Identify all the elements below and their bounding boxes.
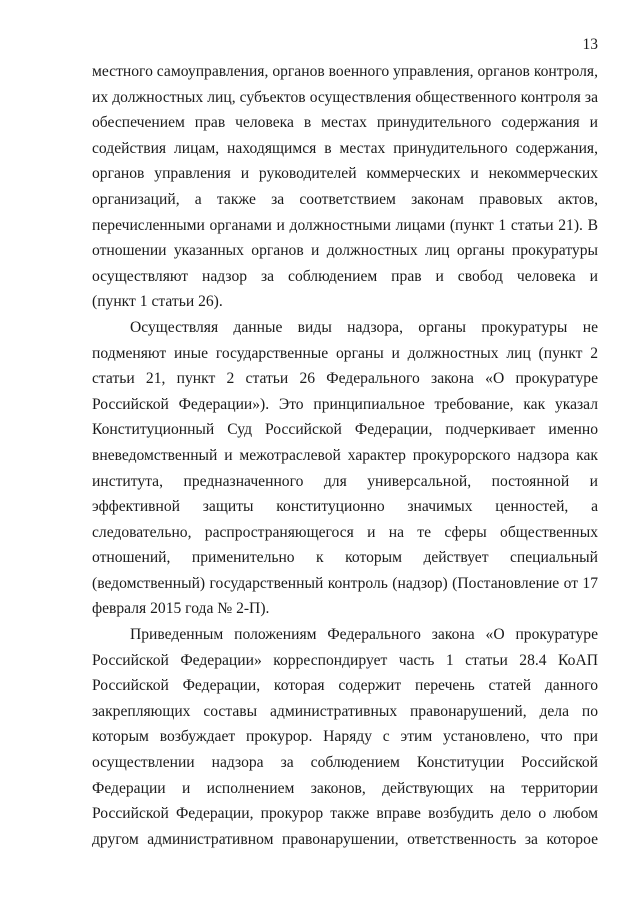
text-line: осуществлении надзора за соблюдением Конституции Российской: [92, 754, 598, 772]
text-line: обеспечением прав человека в местах принудительного содержания и: [92, 114, 598, 132]
text-line: статьи 21, пункт 2 статьи 26 Федерального закона «О прокуратуре: [92, 370, 598, 388]
text-line: местного самоуправления, органов военного управления, органов контроля,: [92, 63, 598, 80]
text-line: (ведомственный) государственный контроль (надзор) (Постановление от 17: [92, 574, 598, 592]
text-line: содействия лицам, находящимся в местах принудительного содержания,: [92, 139, 598, 157]
text-line: Российской Федерации» корреспондирует часть 1 статьи 28.4 КоАП: [92, 651, 598, 669]
text-line: закрепляющих составы административных правонарушений, дела по: [92, 702, 598, 720]
text-line: (пункт 1 статьи 26).: [92, 293, 223, 311]
text-line: Российской Федерации, которая содержит перечень статей данного: [92, 677, 598, 695]
text-line: февраля 2015 года № 2-П).: [92, 600, 270, 618]
text-line: Российской Федерации»). Это принципиальное требование, как указал: [92, 395, 598, 413]
text-line: Осуществляя данные виды надзора, органы прокуратуры не: [130, 318, 598, 336]
text-line: следовательно, распространяющегося и на те сферы общественных: [92, 523, 598, 541]
text-line: которым возбуждает прокурор. Наряду с этим установлено, что при: [92, 728, 598, 746]
text-line: вневедомственный и межотраслевой характер прокурорского надзора как: [92, 446, 598, 464]
text-line: отношений, применительно к которым действует специальный: [92, 549, 598, 567]
text-line: перечисленными органами и должностными лицами (пункт 1 статьи 21). В: [92, 216, 598, 234]
text-line: другом административном правонарушении, ответственность за которое: [92, 830, 598, 848]
text-line: отношении указанных органов и должностных лиц органы прокуратуры: [92, 242, 598, 260]
text-line: органов управления и руководителей коммерческих и некоммерческих: [92, 165, 598, 183]
text-line: Федерации и исполнением законов, действующих на территории: [92, 779, 598, 797]
text-line: подменяют иные государственные органы и должностных лиц (пункт 2: [92, 344, 598, 362]
text-line: института, предназначенного для универсальной, постоянной и: [92, 472, 598, 490]
text-line: Конституционный Суд Российской Федерации, подчеркивает именно: [92, 421, 598, 439]
paragraph: [92, 315, 598, 622]
text-line: осуществляют надзор за соблюдением прав и свобод человека и: [92, 267, 598, 285]
text-line: эффективной защиты конституционно значимых ценностей, а: [92, 498, 598, 516]
text-line: их должностных лиц, субъектов осуществления общественного контроля за: [92, 88, 598, 106]
paragraph: [92, 59, 598, 315]
text-line: Российской Федерации, прокурор также вправе возбудить дело о любом: [92, 805, 598, 823]
page-number: 13: [582, 36, 598, 53]
document-body: [92, 59, 598, 852]
text-line: Приведенным положениям Федерального закона «О прокуратуре: [130, 626, 598, 644]
paragraph: [92, 622, 598, 852]
text-line: организаций, а также за соответствием законам правовых актов,: [92, 190, 598, 208]
